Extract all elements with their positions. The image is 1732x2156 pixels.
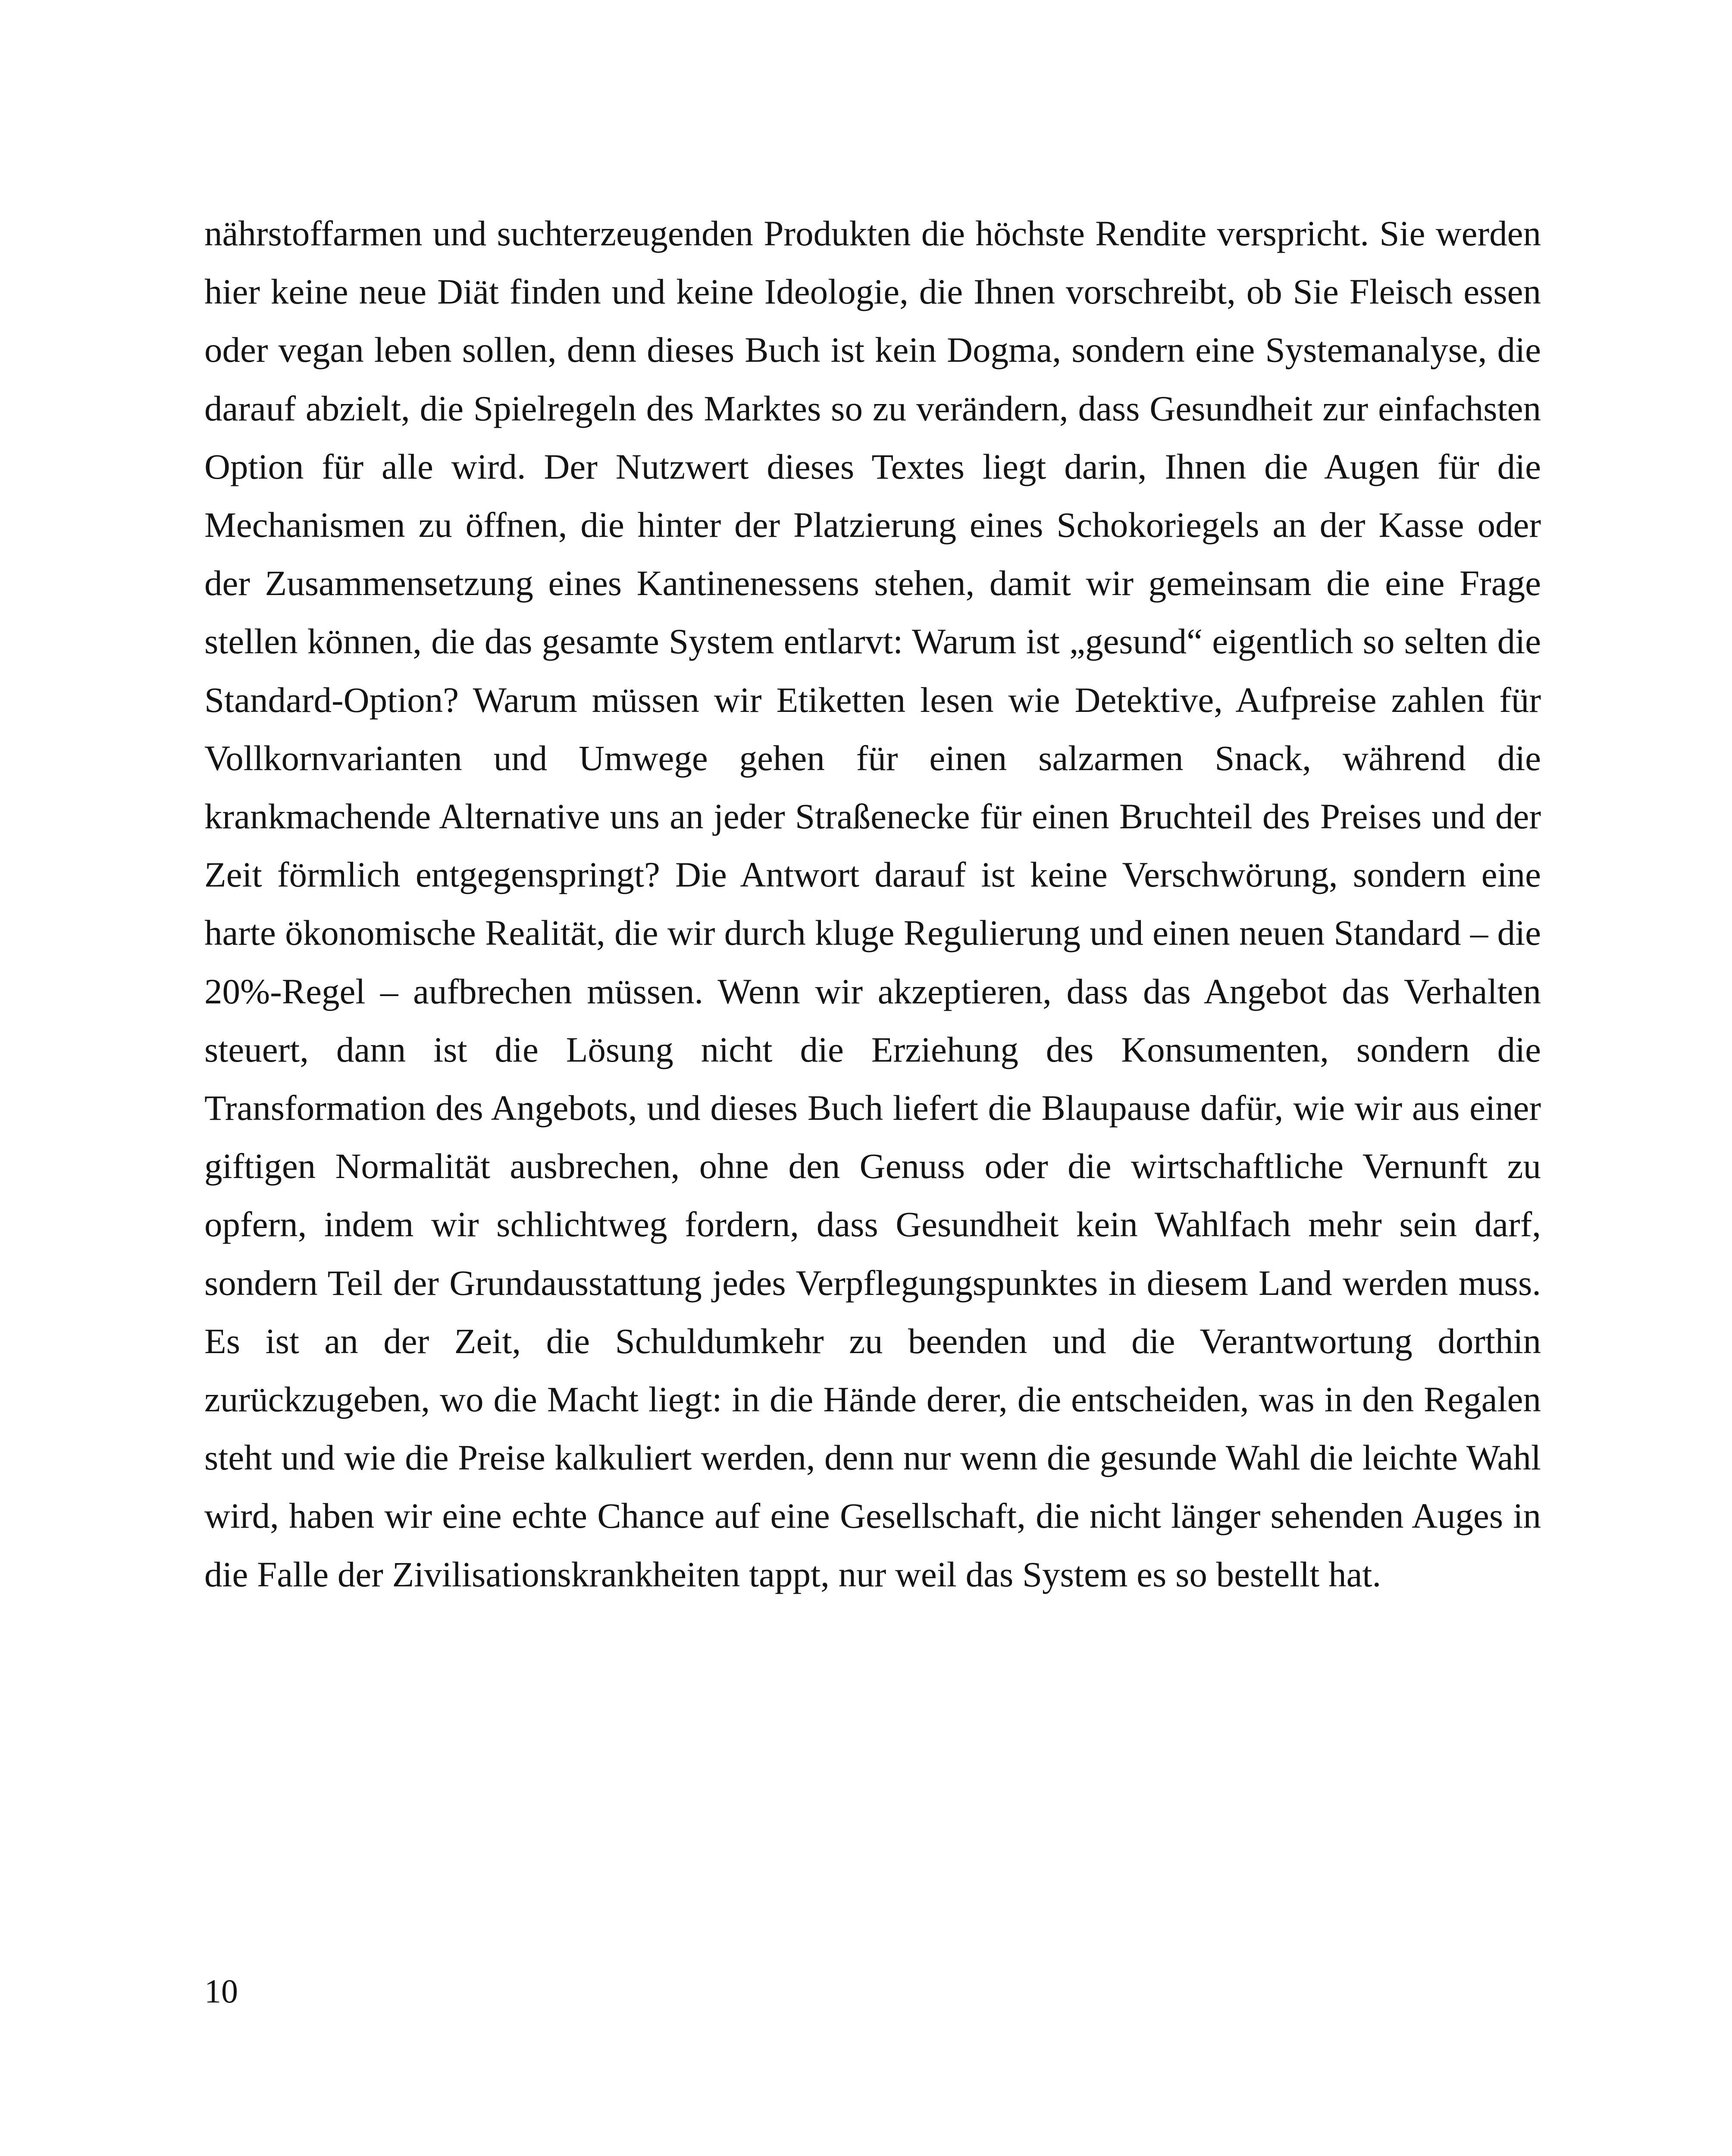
body-paragraph: nährstoffarmen und suchterzeugenden Produkten die höchste Rendite verspricht. Sie werden hier keine neue Diät finden und keine Ideologie, die Ihnen vorschreibt, ob Sie Fleisch essen oder vegan leben sollen, denn dieses Buch ist kein Dogma, sondern eine Systemanalyse, die darauf abzielt, die Spielregeln des Marktes so zu verändern, dass Gesundheit zur einfachsten Option für alle wird. Der Nutzwert dieses Textes liegt darin, Ihnen die Augen für die Mechanismen zu öffnen, die hinter der Platzierung eines Schokoriegels an der Kasse oder der Zusammensetzung eines Kantinenessens stehen, damit wir gemeinsam die eine Frage stellen können, die das gesamte System entlarvt: Warum ist „gesund“ eigentlich so selten die Standard-Option? Warum müssen wir Etiketten lesen wie Detektive, Aufpreise zahlen für Vollkornvarianten und Umwege gehen für einen salzarmen Snack, während die krankmachende Alternative uns an jeder Straßenecke für einen Bruchteil des Preises und der Zeit förmlich entgegenspringt? Die Antwort darauf ist keine Verschwörung, sondern eine harte ökonomische Realität, die wir durch kluge Regulierung und einen neuen Standard – die 20%-Regel – aufbrechen müssen. Wenn wir akzeptieren, dass das Angebot das Verhalten steuert, dann ist die Lösung nicht die Erziehung des Konsumenten, sondern die Transformation des Angebots, und dieses Buch liefert die Blaupause dafür, wie wir aus einer giftigen Normalität ausbrechen, ohne den Genuss oder die wirtschaftliche Vernunft zu opfern, indem wir schlichtweg fordern, dass Gesundheit kein Wahlfach mehr sein darf, sondern Teil der Grundausstattung jedes Verpflegungspunktes in diesem Land werden muss. Es ist an der Zeit, die Schuldumkehr zu beenden und die Verantwortung dorthin zurückzugeben, wo die Macht liegt: in die Hände derer, die entscheiden, was in den Regalen steht und wie die Preise kalkuliert werden, denn nur wenn die gesunde Wahl die leichte Wahl wird, haben wir eine echte Chance auf eine Gesellschaft, die nicht länger sehenden Auges in die Falle der Zivilisationskrankheiten tappt, nur weil das System es so bestellt hat. [204, 213, 1541, 1594]
page-number: 10 [204, 1972, 238, 2010]
